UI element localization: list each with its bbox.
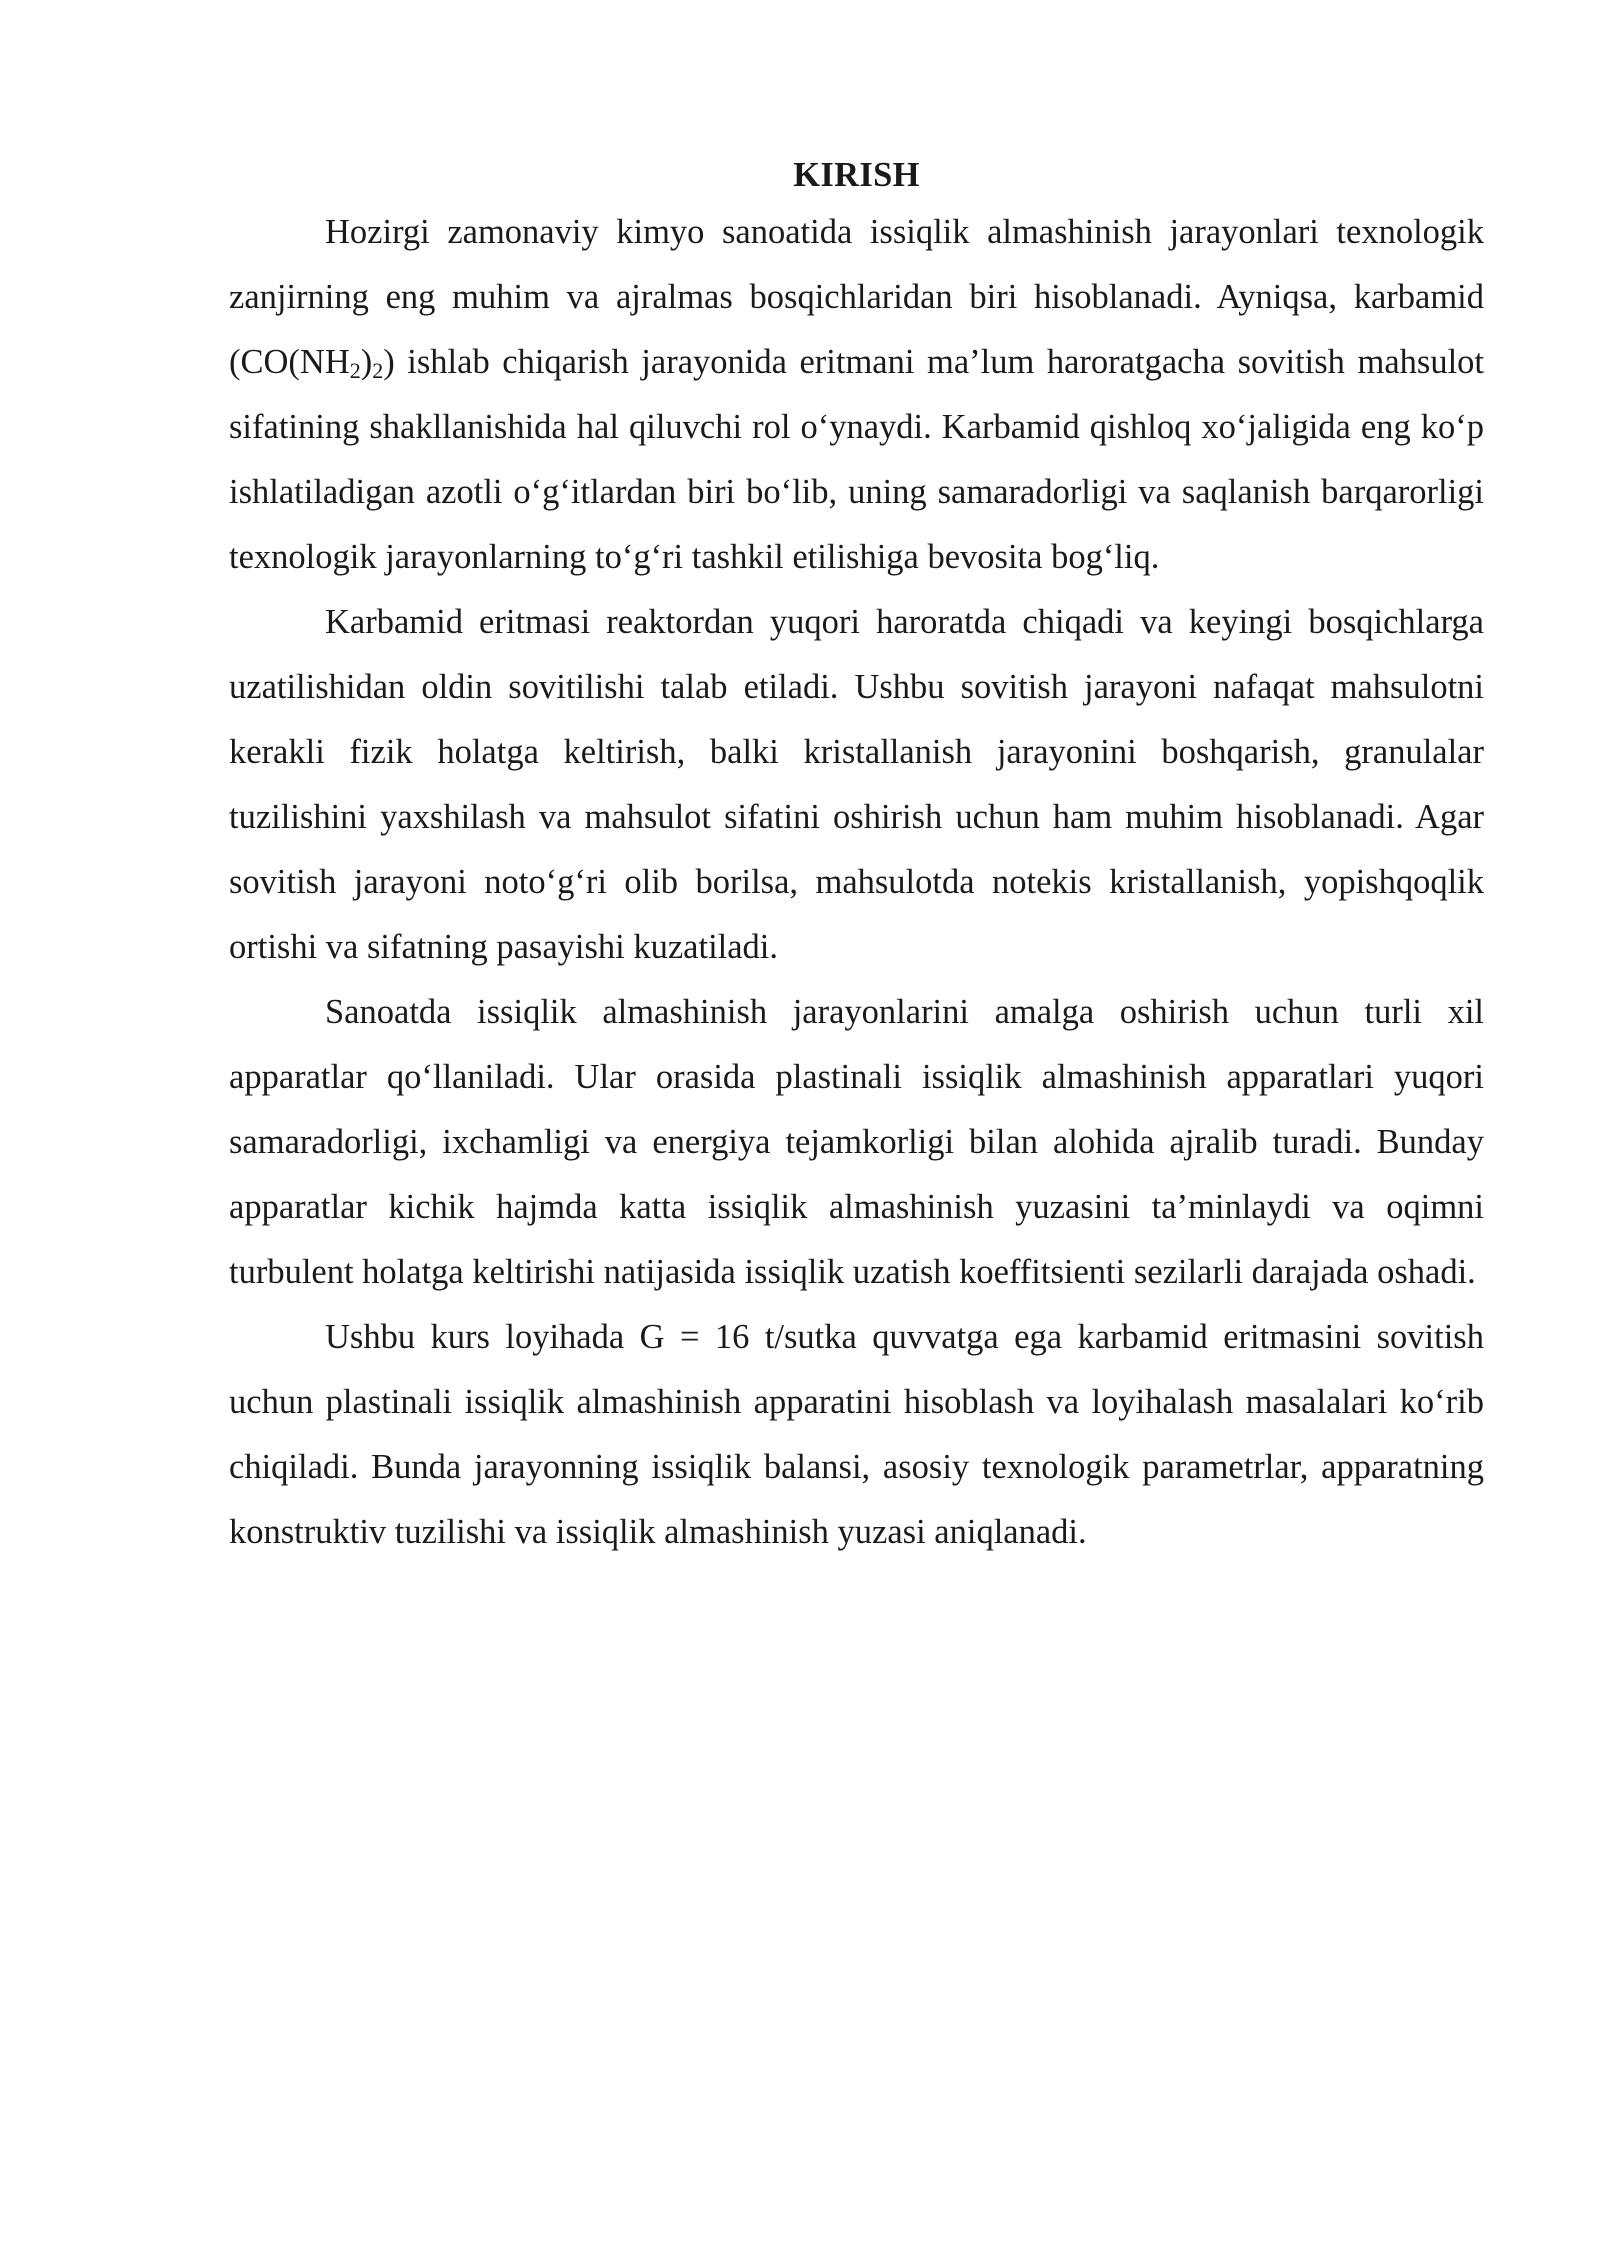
- paragraph-3: Sanoatda issiqlik almashinish jarayonlarini amalga oshirish uchun turli xil apparatlar qo‘llaniladi. Ular orasida plastinali issiqlik almashinish apparatlari yuqori samaradorligi, ixchamligi va energiya tejamkorligi bilan alohida ajralib turadi. Bunday apparatlar kichik hajmda katta issiqlik almashinish yuzasini ta’minlaydi va oqimni turbulent holatga keltirishi natijasida issiqlik uzatish koeffitsienti sezilarli darajada oshadi.: [229, 993, 1484, 1291]
- paragraph-1-text-b: ): [360, 343, 373, 381]
- paragraph-4: Ushbu kurs loyihada G = 16 t/sutka quvvatga ega karbamid eritmasini sovitish uchun plastinali issiqlik almashinish apparatini hisoblash va loyihalash masalalari ko‘rib chiqiladi. Bunda jarayonning issiqlik balansi, asosiy texnologik parametrlar, apparatning konstruktiv tuzilishi va issiqlik almashinish yuzasi aniqlanadi.: [229, 1318, 1484, 1551]
- paragraph-1-text-a: Hozirgi zamonaviy kimyo sanoatida issiqlik almashinish jarayonlari texnologik zanjirning eng muhim va ajralmas bosqichlaridan biri hisoblanadi. Ayniqsa, karbamid (CO(NH: [229, 213, 1484, 381]
- paragraph-1-text-c: ) ishlab chiqarish jarayonida eritmani ma’lum haroratgacha sovitish mahsulot sifatining shakllanishida hal qiluvchi rol o‘ynaydi. Karbamid qishloq xo‘jaligida eng ko‘p ishlatiladigan azotli o‘g‘itlardan biri bo‘lib, uning samaradorligi va saqlanish barqarorligi texnologik jarayonlarning to‘g‘ri tashkil etilishiga bevosita bog‘liq.: [229, 343, 1484, 576]
- paragraph-2: Karbamid eritmasi reaktordan yuqori haroratda chiqadi va keyingi bosqichlarga uzatilishidan oldin sovitilishi talab etiladi. Ushbu sovitish jarayoni nafaqat mahsulotni kerakli fizik holatga keltirish, balki kristallanish jarayonini boshqarish, granulalar tuzilishini yaxshilash va mahsulot sifatini oshirish uchun ham muhim hisoblanadi. Agar sovitish jarayoni noto‘g‘ri olib borilsa, mahsulotda notekis kristallanish, yopishqoqlik ortishi va sifatning pasayishi kuzatiladi.: [229, 603, 1484, 966]
- subscript-nh2: 2: [349, 358, 361, 383]
- document-body: [229, 150, 1484, 1565]
- paragraph-1: [229, 200, 1484, 590]
- subscript-outer: 2: [372, 358, 384, 383]
- page-title: KIRISH: [793, 156, 920, 194]
